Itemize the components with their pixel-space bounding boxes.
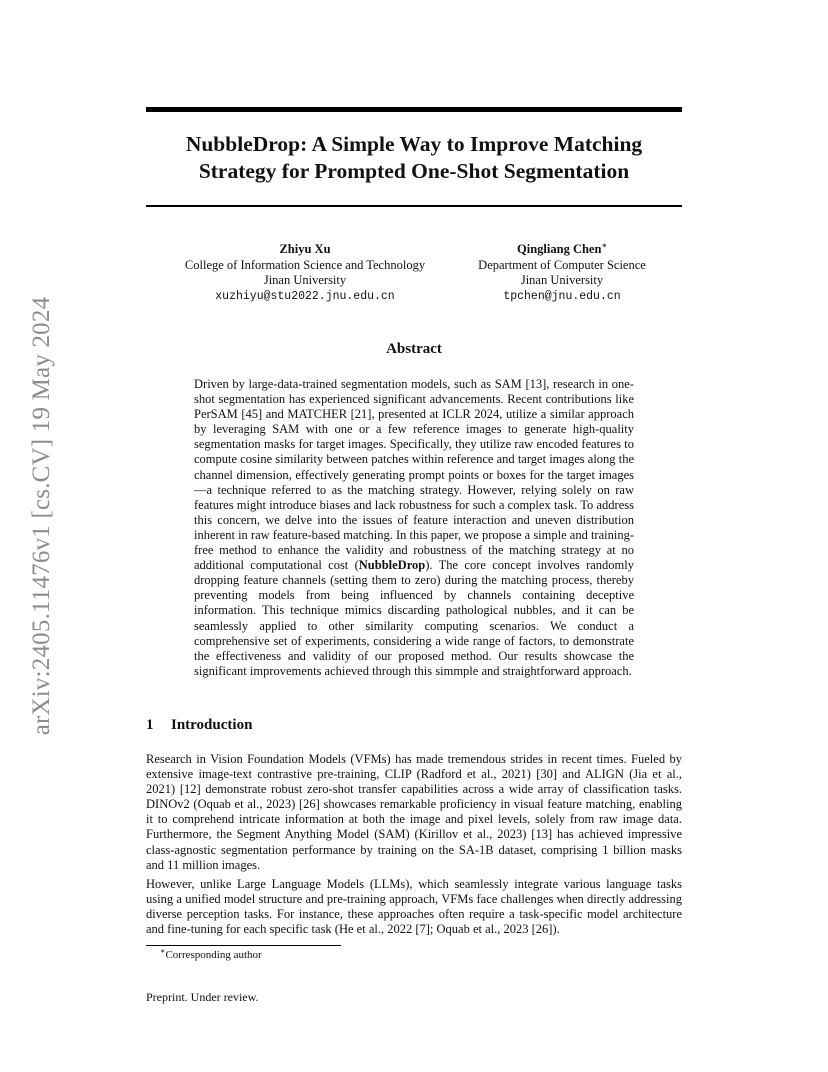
method-name: NubbleDrop [358, 558, 426, 573]
intro-paragraph: Research in Vision Foundation Models (VFMs) has made tremendous strides in recent times. Fueled by extensive image-text contrastive pre-training, CLIP (Radford et al., 2021) [30] and ALIGN (Jia et al., 2021) [12] demonstrate robust zero-shot transfer capabilities across a wide array of classification tasks. DINOv2 (Oquab et al., 2023) [26] showcases remarkable proficiency in visual feature matching, enabling it to comprehend intricate information at both the image and pixel levels, solely from raw image data. Furthermore, the Segment Anything Model (SAM) (Kirillov et al., 2023) [13] has achieved impressive class-agnostic segmentation performance by training on the SA-1B dataset, comprising 1 billion masks and 11 million images. [146, 752, 682, 872]
paper-title [146, 131, 682, 185]
intro-paragraph: However, unlike Large Language Models (LLMs), which seamlessly integrate various language tasks using a unified model structure and pre-training approach, VFMs face challenges when directly addressing diverse perception tasks. For instance, these approaches often require a task-specific model architecture and fine-tuning for each specific task (He et al., 2022 [7]; Oquab et al., 2023 [26]). [146, 877, 682, 937]
author-affiliation: Department of Computer Science [478, 257, 646, 272]
author-name: Zhiyu Xu [279, 242, 331, 256]
author-university: Jinan University [520, 273, 604, 287]
author-mark: ∗ [601, 240, 607, 250]
title-top-rule [146, 107, 682, 112]
arxiv-stamp: arXiv:2405.11476v1 [cs.CV] 19 May 2024 [28, 296, 55, 736]
section-title: Introduction [171, 717, 253, 733]
title-line-1: NubbleDrop: A Simple Way to Improve Matching [185, 132, 643, 156]
footnote-mark: ∗ [160, 946, 166, 956]
author-block [462, 242, 662, 304]
author-affiliation: College of Information Science and Technology [184, 257, 426, 272]
preprint-note: Preprint. Under review. [146, 990, 259, 1004]
author-university: Jinan University [263, 273, 347, 287]
author-block [165, 242, 445, 304]
author-email[interactable]: xuzhiyu@stu2022.jnu.edu.cn [215, 289, 395, 303]
footnote-rule [146, 945, 341, 946]
section-heading [146, 717, 252, 734]
abstract-text: Driven by large-data-trained segmentation models, such as SAM [13], research in one-shot segmentation has experienced significant advancements. Recent contributions like PerSAM [45] and MATCHER [21], presented at ICLR 2024, utilize a similar approach by leveraging SAM with one or a few reference images to generate high-quality segmentation masks for target images. Specifically, they utilize raw encoded features to compute cosine similarity between patches within reference and target images along the channel dimension, effectively generating prompt points or boxes for the target images—a technique referred to as the matching strategy. However, relying solely on raw features might introduce biases and lack robustness for such a complex task. To address this concern, we delve into the issues of feature interaction and uneven distribution inherent in raw feature-based matching. In this paper, we propose a simple and training-free method to enhance the validity and robustness of the matching strategy at no additional computational cost (NubbleDrop). The core concept involves randomly dropping feature channels (setting them to zero) during the matching process, thereby preventing models from being influenced by channels containing deceptive information. This technique mimics discarding pathological nubbles, and it can be seamlessly applied to other similarity computing scenarios. We conduct a comprehensive set of experiments, considering a wide range of factors, to demonstrate the effectiveness and validity of our proposed method. Our results showcase the significant improvements achieved through this simmple and straightforward approach. [194, 377, 635, 678]
abstract-heading: Abstract [386, 341, 442, 357]
author-name: Qingliang Chen∗ [517, 240, 607, 256]
author-email[interactable]: tpchen@jnu.edu.cn [503, 289, 621, 303]
footnote: ∗Corresponding author [160, 946, 262, 961]
title-bottom-rule [146, 205, 682, 207]
section-number: 1 [146, 717, 154, 733]
title-line-2: Strategy for Prompted One-Shot Segmentation [198, 159, 630, 183]
